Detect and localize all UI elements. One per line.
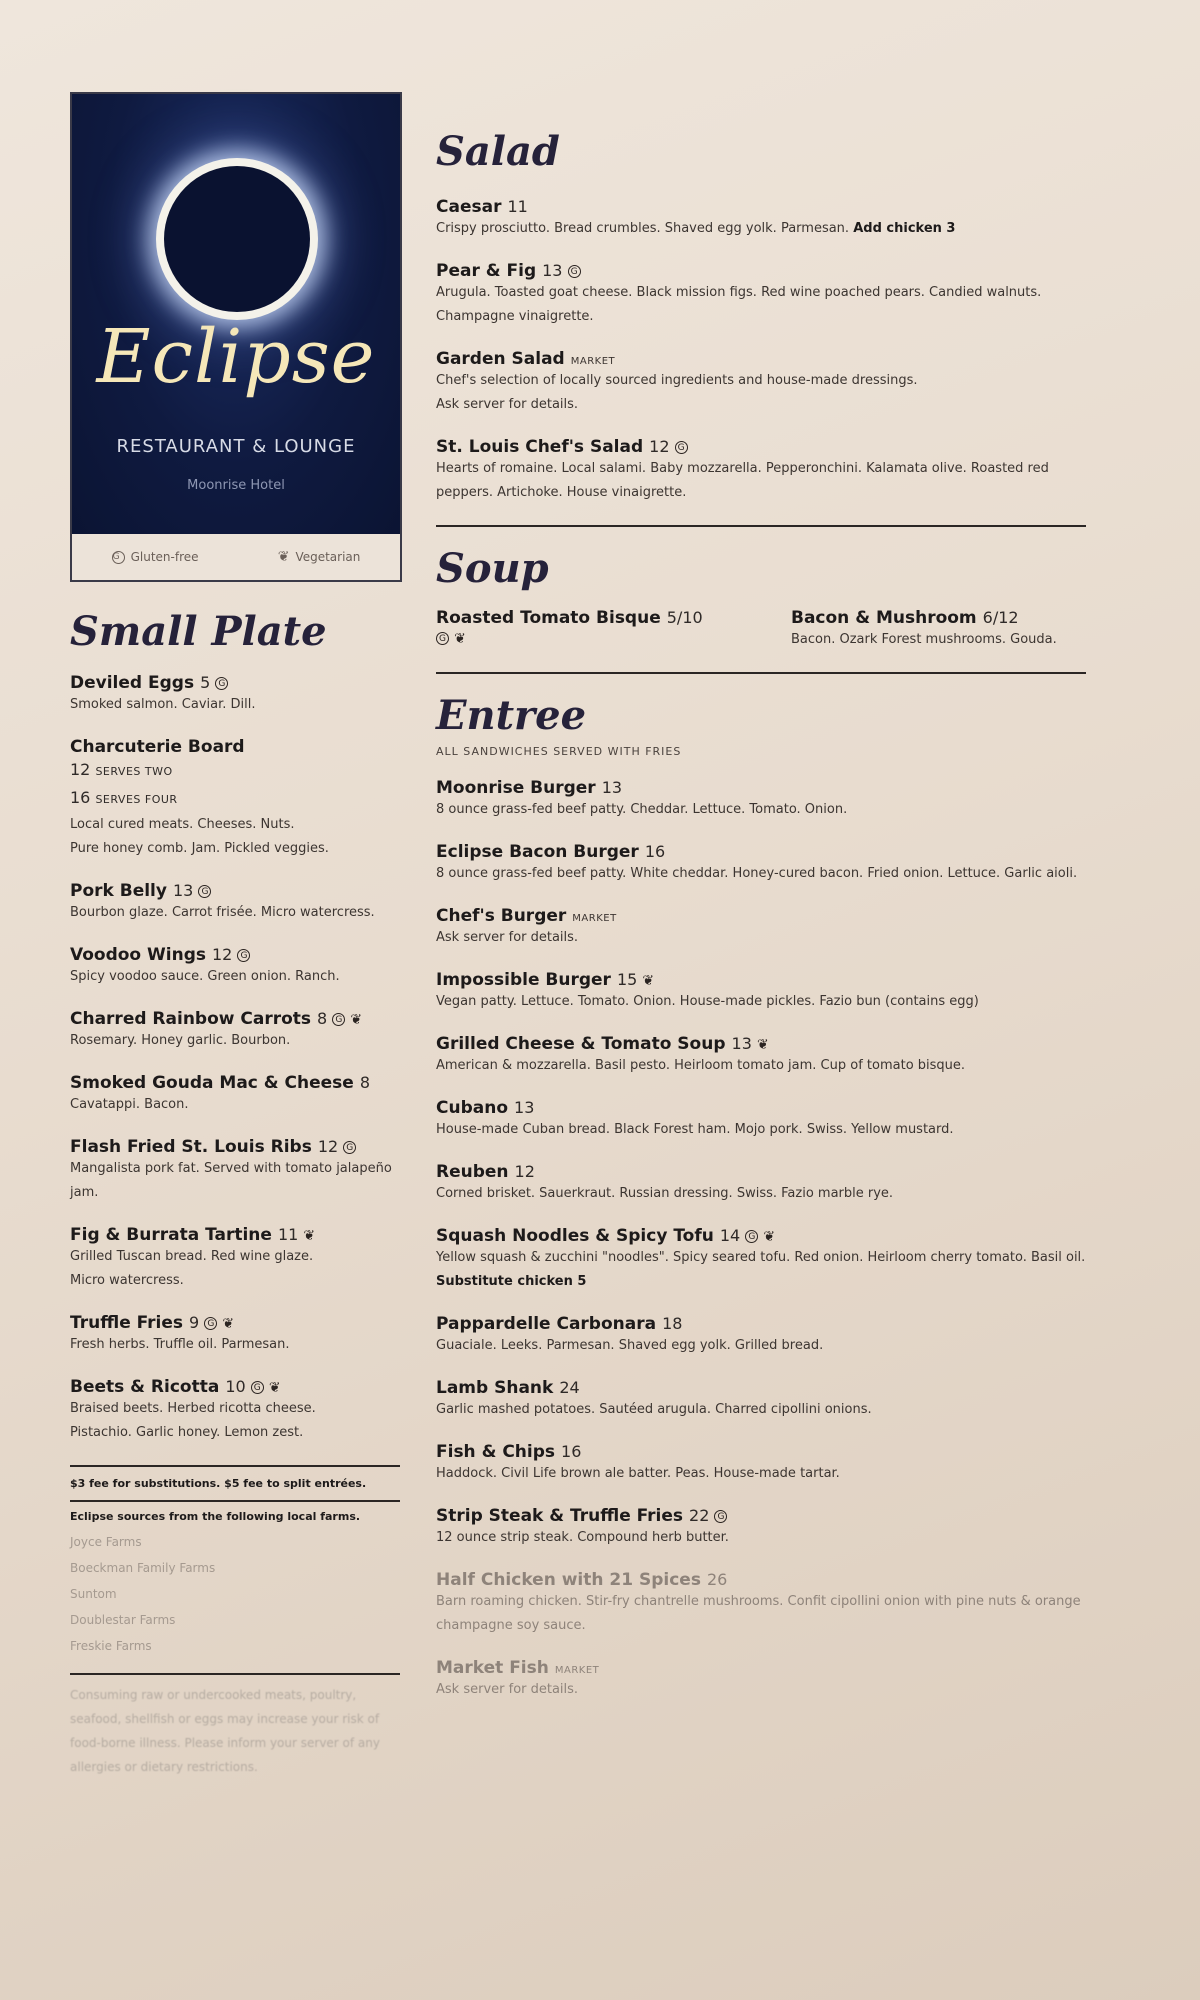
gluten-free-icon: G bbox=[436, 632, 449, 645]
menu-item: Truffle Fries 9 G ❦ Fresh herbs. Truffle oil. Parmesan. bbox=[70, 1313, 290, 1352]
farm-name: Joyce Farms bbox=[70, 1535, 142, 1549]
eclipse-icon bbox=[164, 166, 310, 312]
menu-item: Cubano 13 House-made Cuban bread. Black Forest ham. Mojo pork. Swiss. Yellow mustard. bbox=[436, 1098, 954, 1137]
menu-item: Smoked Gouda Mac & Cheese 8 Cavatappi. Bacon. bbox=[70, 1073, 370, 1112]
gluten-free-icon: G bbox=[237, 949, 250, 962]
menu-item: Pappardelle Carbonara 18 Guaciale. Leeks. Parmesan. Shaved egg yolk. Grilled bread. bbox=[436, 1314, 824, 1353]
menu-item: Voodoo Wings 12 G Spicy voodoo sauce. Green onion. Ranch. bbox=[70, 945, 340, 984]
add-on: Add chicken 3 bbox=[853, 221, 956, 236]
menu-item: Fish & Chips 16 Haddock. Civil Life brown ale batter. Peas. House-made tartar. bbox=[436, 1442, 840, 1481]
menu-item: Charred Rainbow Carrots 8 G ❦ Rosemary. Honey garlic. Bourbon. bbox=[70, 1009, 363, 1048]
menu-item: Half Chicken with 21 Spices 26 Barn roaming chicken. Stir-fry chantrelle mushrooms. Confit cipollini onion with pine nuts & orange champagne soy sauce. bbox=[436, 1570, 1081, 1633]
salad-heading: Salad bbox=[436, 128, 560, 175]
menu-item: St. Louis Chef's Salad 12 G Hearts of romaine. Local salami. Baby mozzarella. Pepperonchini. Kalamata olive. Roasted red peppers. Artichoke. House vinaigrette. bbox=[436, 437, 1049, 500]
menu-item: Chef's Burger MARKET Ask server for details. bbox=[436, 906, 617, 945]
leaf-icon: ❦ bbox=[268, 1379, 281, 1396]
leaf-icon: ❦ bbox=[756, 1036, 769, 1053]
small-plate-section bbox=[70, 608, 406, 1779]
legend-gluten-free: G Gluten-free bbox=[112, 550, 199, 564]
logo-panel bbox=[72, 94, 400, 534]
menu-item: Lamb Shank 24 Garlic mashed potatoes. Sautéed arugula. Charred cipollini onions. bbox=[436, 1378, 872, 1417]
leaf-icon: ❦ bbox=[763, 1228, 776, 1245]
divider bbox=[70, 1465, 400, 1467]
menu-item: Strip Steak & Truffle Fries 22 G 12 ounce strip steak. Compound herb butter. bbox=[436, 1506, 729, 1545]
gluten-free-icon: G bbox=[204, 1317, 217, 1330]
soup-heading: Soup bbox=[436, 545, 549, 592]
menu-item: Roasted Tomato Bisque 5/10 G ❦ bbox=[436, 608, 703, 647]
soup-list bbox=[436, 608, 1086, 672]
gluten-free-icon: G bbox=[112, 551, 125, 564]
leaf-icon: ❦ bbox=[350, 1011, 363, 1028]
gluten-free-icon: G bbox=[568, 265, 581, 278]
farm-name: Doublestar Farms bbox=[70, 1613, 176, 1627]
menu-item: Bacon & Mushroom 6/12 Bacon. Ozark Forest mushrooms. Gouda. bbox=[791, 608, 1057, 647]
legend-vegetarian: ❦ Vegetarian bbox=[277, 549, 361, 565]
menu-item: Pear & Fig 13 G Arugula. Toasted goat cheese. Black mission figs. Red wine poached pears. Candied walnuts. Champagne vinaigrette. bbox=[436, 261, 1042, 324]
menu-item: Charcuterie Board 12 SERVES TWO 16 SERVES FOUR Local cured meats. Cheeses. Nuts. Pure honey comb. Jam. Pickled veggies. bbox=[70, 737, 406, 861]
gluten-free-icon: G bbox=[332, 1013, 345, 1026]
farm-name: Freskie Farms bbox=[70, 1639, 152, 1653]
restaurant-logo-card bbox=[70, 92, 402, 582]
gluten-free-icon: G bbox=[343, 1141, 356, 1154]
size-option: 16 SERVES FOUR bbox=[70, 788, 178, 807]
right-column bbox=[436, 128, 1086, 1722]
farm-name: Suntom bbox=[70, 1587, 117, 1601]
menu-item: Reuben 12 Corned brisket. Sauerkraut. Russian dressing. Swiss. Fazio marble rye. bbox=[436, 1162, 894, 1201]
menu-item: Market Fish MARKET Ask server for details. bbox=[436, 1658, 600, 1697]
restaurant-name: Eclipse bbox=[96, 314, 376, 400]
menu-item: Squash Noodles & Spicy Tofu 14 G ❦ Yellow squash & zucchini "noodles". Spicy seared tofu. Red onion. Heirloom cherry tomato. Basil oil. Substitute chicken 5 bbox=[436, 1226, 1086, 1289]
divider bbox=[70, 1673, 400, 1675]
entree-heading: Entree bbox=[436, 692, 587, 739]
gluten-free-icon: G bbox=[675, 441, 688, 454]
substitution: Substitute chicken 5 bbox=[436, 1274, 587, 1289]
menu-item: Grilled Cheese & Tomato Soup 13 ❦ American & mozzarella. Basil pesto. Heirloom tomato jam. Cup of tomato bisque. bbox=[436, 1034, 966, 1073]
menu-item: Eclipse Bacon Burger 16 8 ounce grass-fed beef patty. White cheddar. Honey-cured bacon. Fried onion. Lettuce. Garlic aioli. bbox=[436, 842, 1078, 881]
menu-item: Beets & Ricotta 10 G ❦ Braised beets. Herbed ricotta cheese. Pistachio. Garlic honey. Lemon zest. bbox=[70, 1377, 316, 1440]
menu-item: Impossible Burger 15 ❦ Vegan patty. Lettuce. Tomato. Onion. House-made pickles. Fazio bun (contains egg) bbox=[436, 970, 979, 1009]
disclaimer-text: Consuming raw or undercooked meats, poultry, seafood, shellfish or eggs may increase your risk of food-borne illness. Please inform your server of any allergies or dietary restrictions. bbox=[70, 1688, 380, 1774]
divider bbox=[70, 1500, 400, 1502]
leaf-icon: ❦ bbox=[642, 972, 655, 989]
leaf-icon: ❦ bbox=[303, 1227, 316, 1244]
farms-heading: Eclipse sources from the following local farms. bbox=[70, 1510, 361, 1523]
leaf-icon: ❦ bbox=[277, 549, 290, 565]
size-option: 12 SERVES TWO bbox=[70, 760, 173, 779]
farm-name: Boeckman Family Farms bbox=[70, 1561, 216, 1575]
menu-item: Deviled Eggs 5 G Smoked salmon. Caviar. Dill. bbox=[70, 673, 256, 712]
menu-item: Fig & Burrata Tartine 11 ❦ Grilled Tuscan bread. Red wine glaze. Micro watercress. bbox=[70, 1225, 316, 1288]
gluten-free-icon: G bbox=[745, 1230, 758, 1243]
menu-item: Caesar 11 Crispy prosciutto. Bread crumbles. Shaved egg yolk. Parmesan. Add chicken 3 bbox=[436, 197, 956, 236]
leaf-icon: ❦ bbox=[222, 1315, 235, 1332]
gluten-free-icon: G bbox=[251, 1381, 264, 1394]
menu-item: Garden Salad MARKET Chef's selection of locally sourced ingredients and house-made dressings. Ask server for details. bbox=[436, 349, 918, 412]
small-plate-heading: Small Plate bbox=[70, 608, 327, 655]
sandwich-note: ALL SANDWICHES SERVED WITH FRIES bbox=[436, 745, 682, 758]
leaf-icon: ❦ bbox=[454, 630, 466, 647]
dietary-legend bbox=[72, 534, 400, 580]
divider bbox=[436, 672, 1086, 674]
gluten-free-icon: G bbox=[215, 677, 228, 690]
restaurant-subtitle: RESTAURANT & LOUNGE bbox=[116, 436, 356, 457]
menu-item: Flash Fried St. Louis Ribs 12 G Mangalista pork fat. Served with tomato jalapeño jam. bbox=[70, 1137, 392, 1200]
gluten-free-icon: G bbox=[198, 885, 211, 898]
fee-note: $3 fee for substitutions. $5 fee to split entrées. bbox=[70, 1477, 367, 1490]
menu-item: Moonrise Burger 13 8 ounce grass-fed beef patty. Cheddar. Lettuce. Tomato. Onion. bbox=[436, 778, 848, 817]
menu-item: Pork Belly 13 G Bourbon glaze. Carrot frisée. Micro watercress. bbox=[70, 881, 375, 920]
gluten-free-icon: G bbox=[714, 1510, 727, 1523]
divider bbox=[436, 525, 1086, 527]
hotel-name: Moonrise Hotel bbox=[187, 478, 285, 493]
